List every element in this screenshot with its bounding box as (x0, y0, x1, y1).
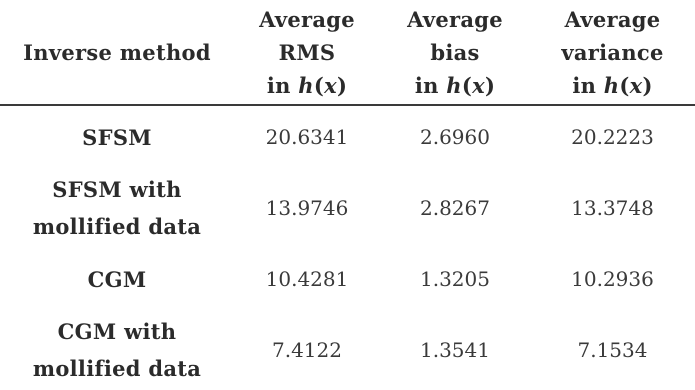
header-method-label: Inverse method (23, 39, 211, 65)
row-bias: 2.6960 (420, 125, 490, 149)
row-method-line1: CGM with (57, 319, 177, 344)
table-row (0, 248, 695, 310)
row-rms: 20.6341 (265, 125, 349, 149)
header-rms-line1: Average (259, 6, 355, 32)
row-variance: 7.1534 (577, 338, 648, 362)
row-method-line1: SFSM with (52, 177, 182, 202)
row-method-line1: CGM (87, 266, 147, 292)
row-method (0, 310, 234, 390)
row-method (0, 105, 234, 168)
row-rms: 10.4281 (265, 267, 349, 291)
row-variance: 10.2936 (571, 267, 654, 291)
header-bias-line3: in h(x) (414, 72, 496, 98)
header-variance (530, 0, 695, 105)
header-variance-line3: in h(x) (572, 72, 653, 98)
table-row (0, 105, 695, 168)
row-bias: 2.8267 (420, 196, 490, 220)
header-bias-line2: bias (430, 39, 480, 65)
header-method (0, 0, 234, 105)
table-row (0, 310, 695, 390)
row-method-line1: SFSM (82, 124, 152, 150)
header-rms-line3: in h(x) (266, 72, 348, 98)
table-row (0, 168, 695, 248)
header-bias (380, 0, 530, 105)
header-rms (234, 0, 380, 105)
header-variance-line1: Average (564, 6, 661, 32)
header-rms-line2: RMS (278, 39, 336, 65)
row-bias: 1.3541 (420, 338, 490, 362)
row-method (0, 248, 234, 310)
row-rms: 13.9746 (265, 196, 349, 220)
table-body (0, 105, 695, 390)
row-variance: 13.3748 (571, 196, 654, 220)
header-bias-line1: Average (407, 6, 503, 32)
row-method-line2: mollified data (32, 356, 202, 381)
row-bias: 1.3205 (420, 267, 490, 291)
header-variance-line2: variance (561, 39, 664, 65)
row-rms: 7.4122 (272, 338, 342, 362)
row-variance: 20.2223 (571, 125, 654, 149)
row-method (0, 168, 234, 248)
header-row (0, 0, 695, 105)
table-header (0, 0, 695, 105)
row-method-line2: mollified data (32, 214, 202, 239)
